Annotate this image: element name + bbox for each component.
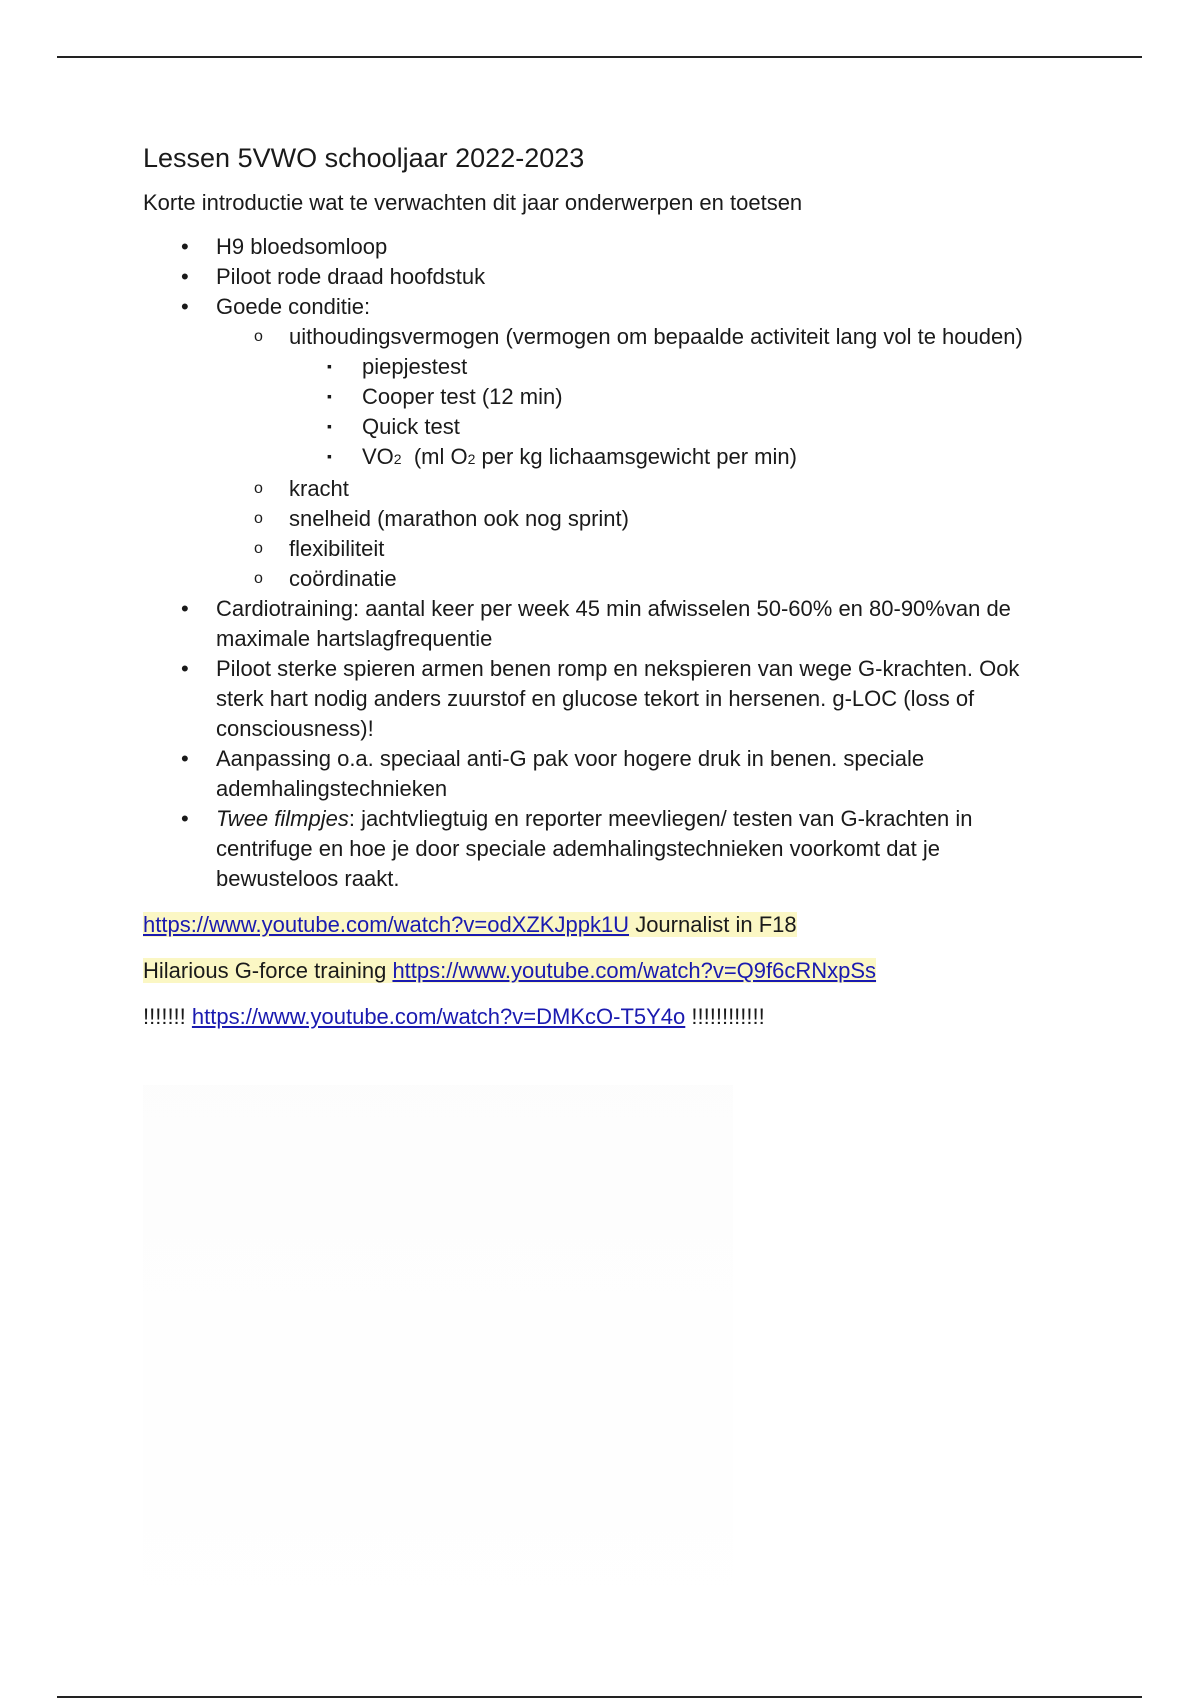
sublist-item (216, 322, 1063, 474)
document-body (143, 140, 1063, 1032)
sublist-item (216, 474, 1063, 504)
test-item-vo2 (289, 442, 1063, 474)
list-item (143, 804, 1063, 894)
test-item-text: piepjestest (362, 354, 468, 379)
vo2-text-b: (ml O (401, 444, 468, 469)
sublist-item (216, 564, 1063, 594)
bullet-disc-icon: • (181, 294, 189, 319)
vo2-text-c: per kg lichaamsgewicht per min) (475, 444, 797, 469)
vo2-sub-2: 2 (467, 451, 476, 467)
page-title: Lessen 5VWO schooljaar 2022-2023 (143, 143, 585, 173)
list-item-text: H9 bloedsomloop (216, 234, 388, 259)
list-item (143, 744, 1063, 804)
bullet-circle-icon: o (254, 510, 263, 527)
bullet-disc-icon: • (181, 234, 189, 259)
link-paragraph-3 (143, 1002, 1063, 1032)
link3-prefix: !!!!!!! (143, 1004, 192, 1029)
top-rule (57, 56, 1142, 58)
link2-caption: Hilarious G-force training (143, 958, 393, 983)
list-item-text: Piloot rode draad hoofdstuk (216, 264, 486, 289)
test-item (289, 382, 1063, 412)
conditie-sublist (216, 322, 1063, 594)
test-item (289, 412, 1063, 442)
youtube-link-1[interactable]: https://www.youtube.com/watch?v=odXZKJppk1U (143, 912, 630, 937)
bullet-circle-icon: o (254, 540, 263, 557)
list-item (143, 232, 1063, 262)
list-item (143, 654, 1063, 744)
test-item (289, 352, 1063, 382)
list-item (143, 292, 1063, 594)
link3-suffix: !!!!!!!!!!!! (685, 1004, 765, 1029)
list-item (143, 262, 1063, 292)
youtube-link-2[interactable]: https://www.youtube.com/watch?v=Q9f6cRNxpSs (392, 958, 877, 983)
vo2-text-a: VO (362, 444, 394, 469)
sublist-item-text: flexibiliteit (289, 536, 385, 561)
list-item-text: Cardiotraining: aantal keer per week 45 min afwisselen 50-60% en 80-90%van de maximale hartslagfrequentie (216, 596, 1011, 651)
bullet-square-icon: ▪ (327, 418, 332, 434)
sublist-item-text: kracht (289, 476, 349, 501)
test-item-text: Quick test (362, 414, 460, 439)
filmpjes-text: : jachtvliegtuig en reporter meevliegen/ testen van G-krachten in centrifuge en hoe je door speciale ademhalingstechnieken voorkomt dat je bewusteloos raakt. (216, 806, 973, 891)
link-paragraph-2 (143, 956, 1063, 986)
filmpjes-label: Twee filmpjes (216, 806, 349, 831)
bottom-rule (57, 1696, 1142, 1698)
intro-text: Korte introductie wat te verwachten dit jaar onderwerpen en toetsen (143, 190, 803, 215)
bullet-disc-icon: • (181, 806, 189, 831)
bullet-square-icon: ▪ (327, 358, 332, 374)
sublist-item-text: snelheid (marathon ook nog sprint) (289, 506, 629, 531)
bullet-disc-icon: • (181, 596, 189, 621)
link1-caption: Journalist in F18 (629, 912, 797, 937)
bullet-disc-icon: • (181, 264, 189, 289)
bullet-disc-icon: • (181, 656, 189, 681)
bullet-circle-icon: o (254, 570, 263, 587)
list-item-text: Aanpassing o.a. speciaal anti-G pak voor hogere druk in benen. speciale ademhalingstechnieken (216, 746, 925, 801)
bullet-square-icon: ▪ (327, 388, 332, 404)
main-bullet-list (143, 232, 1063, 894)
link-paragraph-1 (143, 910, 1063, 940)
youtube-link-3[interactable]: https://www.youtube.com/watch?v=DMKcO-T5Y4o (191, 1004, 686, 1029)
bullet-disc-icon: • (181, 746, 189, 771)
sublist-item-text: uithoudingsvermogen (vermogen om bepaalde activiteit lang vol te houden) (289, 324, 1023, 349)
tests-sublist (289, 352, 1063, 474)
test-item-text: Cooper test (12 min) (362, 384, 563, 409)
vo2-sub-1: 2 (393, 451, 402, 467)
bullet-circle-icon: o (254, 328, 263, 345)
sublist-item-text: coördinatie (289, 566, 397, 591)
sublist-item (216, 534, 1063, 564)
faded-background-area (143, 1085, 733, 1645)
bullet-circle-icon: o (254, 480, 263, 497)
list-item-text: Piloot sterke spieren armen benen romp en nekspieren van wege G-krachten. Ook sterk hart nodig anders zuurstof en glucose tekort in hersenen. g-LOC (loss of consciousness)! (216, 656, 1020, 741)
list-item-text: Goede conditie: (216, 294, 371, 319)
sublist-item (216, 504, 1063, 534)
list-item (143, 594, 1063, 654)
bullet-square-icon: ▪ (327, 448, 332, 464)
